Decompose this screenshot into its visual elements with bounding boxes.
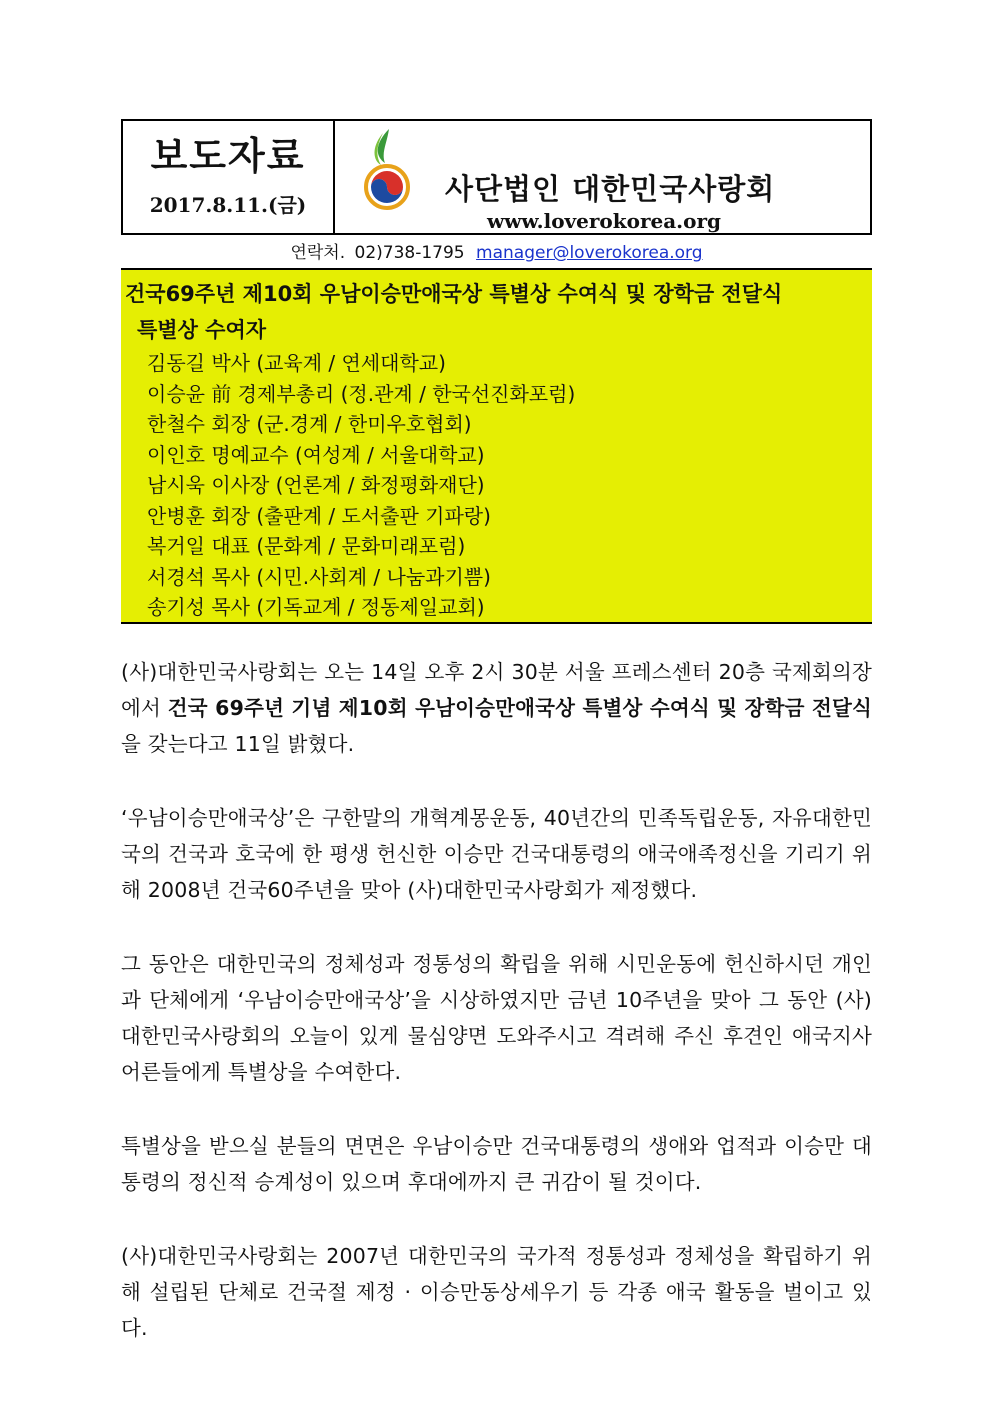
press-release-header xyxy=(121,119,872,235)
paragraph-award-history: ‘우남이승만애국상’은 구한말의 개혁계몽운동, 40년간의 민족독립운동, 자유대한민국의 건국과 호국에 한 평생 헌신한 이승만 건국대통령의 애국애족정신을 기리기 위해 2008년 건국60주년을 맞아 (사)대한민국사랑회가 제정했다. xyxy=(121,806,872,902)
paragraph-recipients: 특별상을 받으실 분들의 면면은 우남이승만 건국대통령의 생애와 업적과 이승만 대통령의 정신적 승계성이 있으며 후대에까지 큰 귀감이 될 것이다. xyxy=(121,1134,872,1194)
contact-line xyxy=(121,241,872,265)
press-release-title: 보도자료 xyxy=(150,133,306,178)
recipient-item: 이인호 명예교수 (여성계 / 서울대학교) xyxy=(147,442,485,467)
recipient-list xyxy=(147,348,575,623)
recipient-item: 안병훈 회장 (출판계 / 도서출판 기파랑) xyxy=(147,503,491,528)
contact-label: 연락처. xyxy=(290,243,346,263)
event-title: 건국69주년 제10회 우남이승만애국상 특별상 수여식 및 장학금 전달식 xyxy=(125,282,783,306)
header-title-cell xyxy=(123,121,335,233)
header-org-cell xyxy=(335,121,870,233)
recipient-item: 이승윤 前 경제부총리 (정.관계 / 한국선진화포럼) xyxy=(147,381,576,406)
paragraph-organization: (사)대한민국사랑회는 2007년 대한민국의 국가적 정통성과 정체성을 확립하기 위해 설립된 단체로 건국절 제정 · 이승만동상세우기 등 각종 애국 활동을 벌이고 있다. xyxy=(121,1244,872,1340)
release-date: 2017.8.11.(금) xyxy=(149,192,307,217)
announcement-event-name: 건국 69주년 기념 제10회 우남이승만애국상 특별상 수여식 및 장학금 전달식 xyxy=(167,696,872,720)
taegeuk-flame-logo-icon xyxy=(359,127,415,211)
paragraph-special-award: 그 동안은 대한민국의 정체성과 정통성의 확립을 위해 시민운동에 헌신하시던 개인과 단체에게 ‘우남이승만애국상’을 시상하였지만 금년 10주년을 맞아 그 동안 (사)대한민국사랑회의 오늘이 있게 물심양면 도와주시고 격려해 주신 후견인 애국지사 어른들에게 특별상을 수여한다. xyxy=(121,952,872,1084)
recipient-item: 복거일 대표 (문화계 / 문화미래포럼) xyxy=(147,534,466,558)
recipient-item: 남시욱 이사장 (언론계 / 화정평화재단) xyxy=(147,473,485,497)
recipient-item: 한철수 회장 (군.경계 / 한미우호협회) xyxy=(147,412,472,436)
contact-phone: 02)738-1795 xyxy=(354,243,465,263)
recipient-item: 송기성 목사 (기독교계 / 정동제일교회) xyxy=(147,595,485,619)
recipient-item: 김동길 박사 (교육계 / 연세대학교) xyxy=(147,351,446,375)
paragraph-announcement xyxy=(121,654,872,762)
organization-name: 사단법인 대한민국사랑회 xyxy=(445,172,776,206)
recipients-heading: 특별상 수여자 xyxy=(137,318,267,342)
recipient-item: 서경석 목사 (시민.사회계 / 나눔과기쁨) xyxy=(147,564,491,589)
summary-box xyxy=(121,268,872,624)
article-body xyxy=(121,654,872,1384)
organization-website: www.loverokorea.org xyxy=(487,209,722,233)
contact-email-link[interactable]: manager@loverokorea.org xyxy=(476,243,703,263)
announcement-text-start: (사)대한민국사랑회는 오는 14일 오후 2시 30분 서울 프레스센터 20층 국제회의장에서 xyxy=(121,660,872,720)
announcement-text-end: 을 갖는다고 11일 밝혔다. xyxy=(121,732,355,756)
